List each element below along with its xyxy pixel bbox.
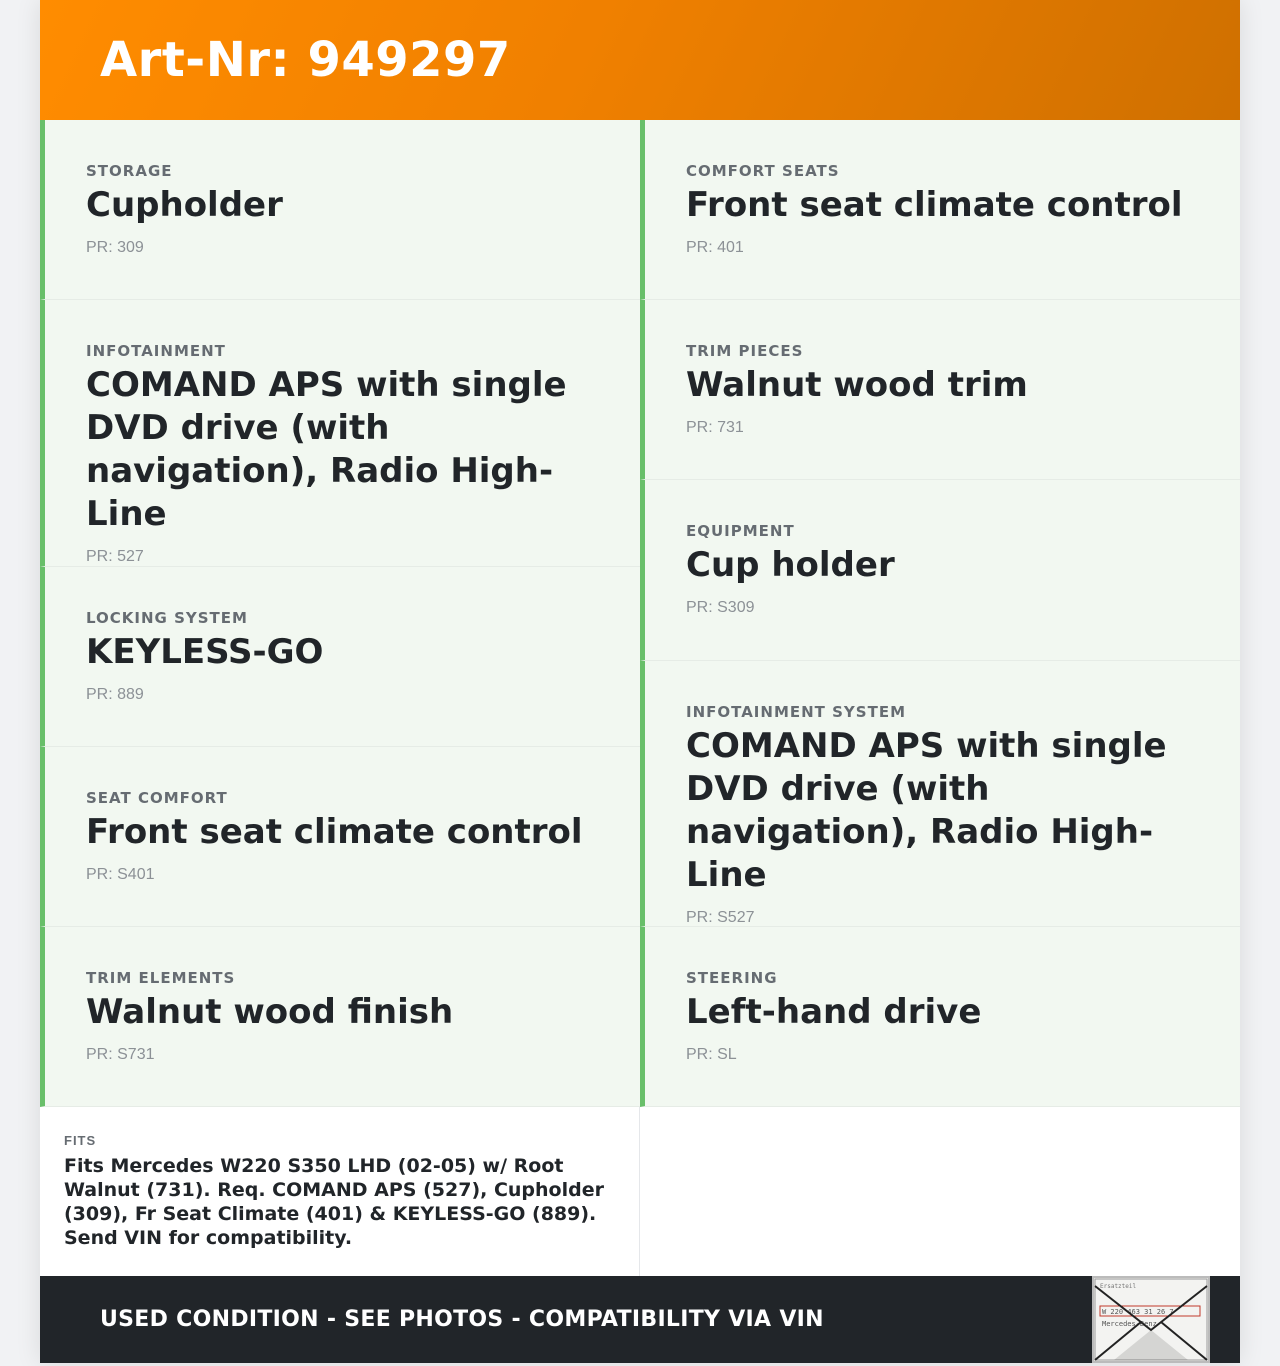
card-category: STEERING (686, 969, 778, 987)
equipment-card (640, 661, 1240, 927)
part-label-thumbnail (1092, 1276, 1210, 1363)
equipment-card (40, 747, 640, 927)
fits-description: Fits Mercedes W220 S350 LHD (02-05) w/ Root Walnut (731). Req. COMAND APS (527), Cupholder (309), Fr Seat Climate (401) & KEYLESS-GO (889). Send VIN for compatibility. (64, 1155, 604, 1249)
card-category: SEAT COMFORT (86, 789, 228, 807)
card-title: Cup holder (686, 545, 895, 585)
equipment-card (40, 567, 640, 747)
left-column (40, 120, 640, 1107)
card-pr-code: PR: 309 (86, 239, 144, 256)
card-title: Walnut wood finish (86, 992, 454, 1032)
equipment-card (640, 480, 1240, 661)
stamp-type-text: Ersatzteil (1100, 1283, 1137, 1290)
card-title: Front seat climate control (686, 185, 1183, 225)
right-column (640, 120, 1240, 1107)
card-pr-code: PR: S527 (686, 909, 755, 926)
card-category: COMFORT SEATS (686, 162, 840, 180)
card-pr-code: PR: 401 (686, 239, 744, 256)
card-pr-code: PR: 731 (686, 419, 744, 436)
card-pr-code: PR: S309 (686, 599, 755, 616)
equipment-card (640, 300, 1240, 480)
stamp-code-text: W 220 463 31 26 7 (1102, 1308, 1174, 1316)
card-pr-code: PR: 889 (86, 686, 144, 703)
footer-bar (40, 1276, 1240, 1363)
stamp-brand-text: Mercedes-Benz (1102, 1320, 1157, 1328)
card-pr-code: PR: S401 (86, 866, 155, 883)
card-category: STORAGE (86, 162, 173, 180)
card-category: INFOTAINMENT (86, 342, 226, 360)
fits-label: FITS (64, 1133, 97, 1148)
card-category: TRIM PIECES (686, 342, 804, 360)
fits-section (40, 1107, 1240, 1277)
card-pr-code: PR: S731 (86, 1046, 155, 1063)
card-title: COMAND APS with single DVD drive (with navigation), Radio High-Line (686, 726, 1167, 895)
equipment-card (40, 300, 640, 567)
article-number-title: Art-Nr: 949297 (100, 32, 511, 88)
card-title: COMAND APS with single DVD drive (with navigation), Radio High-Line (86, 365, 567, 534)
equipment-card (640, 927, 1240, 1107)
product-sheet (40, 0, 1240, 1363)
card-title: Walnut wood trim (686, 365, 1028, 405)
equipment-card (40, 927, 640, 1107)
card-title: Left-hand drive (686, 992, 982, 1032)
card-title: KEYLESS-GO (86, 632, 324, 672)
equipment-grid (40, 120, 1240, 1107)
equipment-card (640, 120, 1240, 300)
card-title: Front seat climate control (86, 812, 583, 852)
card-pr-code: PR: SL (686, 1046, 737, 1063)
equipment-card (40, 120, 640, 300)
card-category: EQUIPMENT (686, 522, 795, 540)
card-title: Cupholder (86, 185, 283, 225)
footer-notice: USED CONDITION - SEE PHOTOS - COMPATIBILITY VIA VIN (100, 1307, 824, 1332)
card-category: LOCKING SYSTEM (86, 609, 248, 627)
fits-panel (40, 1107, 640, 1277)
card-category: TRIM ELEMENTS (86, 969, 236, 987)
card-category: INFOTAINMENT SYSTEM (686, 703, 906, 721)
header-bar (40, 0, 1240, 120)
envelope-icon (1094, 1278, 1208, 1361)
card-pr-code: PR: 527 (86, 548, 144, 565)
